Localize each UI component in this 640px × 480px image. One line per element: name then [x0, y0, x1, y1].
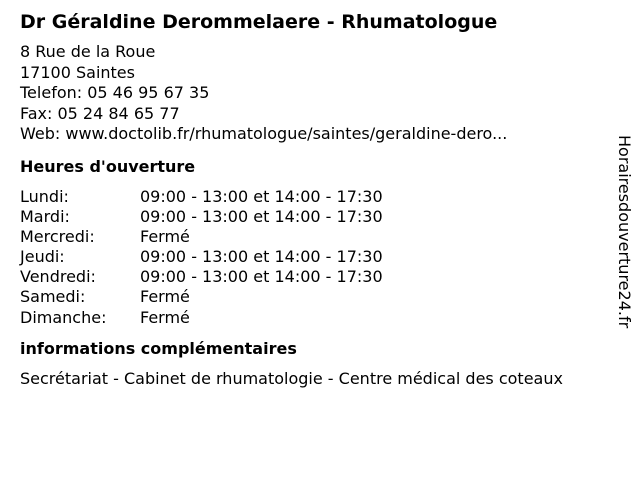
- time-value: 09:00 - 13:00 et 14:00 - 17:30: [140, 206, 383, 226]
- doctor-name-title: Dr Géraldine Derommelaere - Rhumatologue: [20, 11, 498, 33]
- opening-hours-list: [20, 187, 610, 328]
- business-card: [20, 10, 610, 389]
- address-line-2: 17100 Saintes: [20, 62, 135, 82]
- day-label: Jeudi:: [20, 247, 65, 267]
- website-url: Web: www.doctolib.fr/rhumatologue/saintes/geraldine-dero...: [20, 124, 508, 143]
- address-line-1: 8 Rue de la Roue: [20, 42, 156, 61]
- fax-number: Fax: 05 24 84 65 77: [20, 103, 180, 123]
- site-brand-vertical: Horairesdouverture24.fr: [615, 135, 634, 329]
- day-label: Lundi:: [20, 186, 69, 206]
- hours-row-saturday: [20, 287, 610, 307]
- time-value: Fermé: [140, 307, 190, 327]
- hours-row-tuesday: [20, 207, 610, 227]
- time-value: 09:00 - 13:00 et 14:00 - 17:30: [140, 186, 383, 206]
- time-value: Fermé: [140, 287, 190, 307]
- day-label: Dimanche:: [20, 307, 107, 327]
- additional-info-text: Secrétariat - Cabinet de rhumatologie - Centre médical des coteaux: [20, 368, 563, 388]
- hours-row-sunday: [20, 308, 610, 328]
- additional-info-heading: informations complémentaires: [20, 338, 297, 358]
- day-label: Mardi:: [20, 206, 70, 226]
- hours-row-monday: [20, 187, 610, 207]
- time-value: 09:00 - 13:00 et 14:00 - 17:30: [140, 267, 383, 287]
- day-label: Vendredi:: [20, 267, 96, 287]
- hours-row-thursday: [20, 247, 610, 267]
- day-label: Mercredi:: [20, 226, 95, 246]
- day-label: Samedi:: [20, 287, 86, 307]
- time-value: Fermé: [140, 226, 190, 246]
- time-value: 09:00 - 13:00 et 14:00 - 17:30: [140, 247, 383, 267]
- opening-hours-heading: Heures d'ouverture: [20, 156, 196, 176]
- hours-row-friday: [20, 267, 610, 287]
- hours-row-wednesday: [20, 227, 610, 247]
- phone-number: Telefon: 05 46 95 67 35: [20, 83, 210, 102]
